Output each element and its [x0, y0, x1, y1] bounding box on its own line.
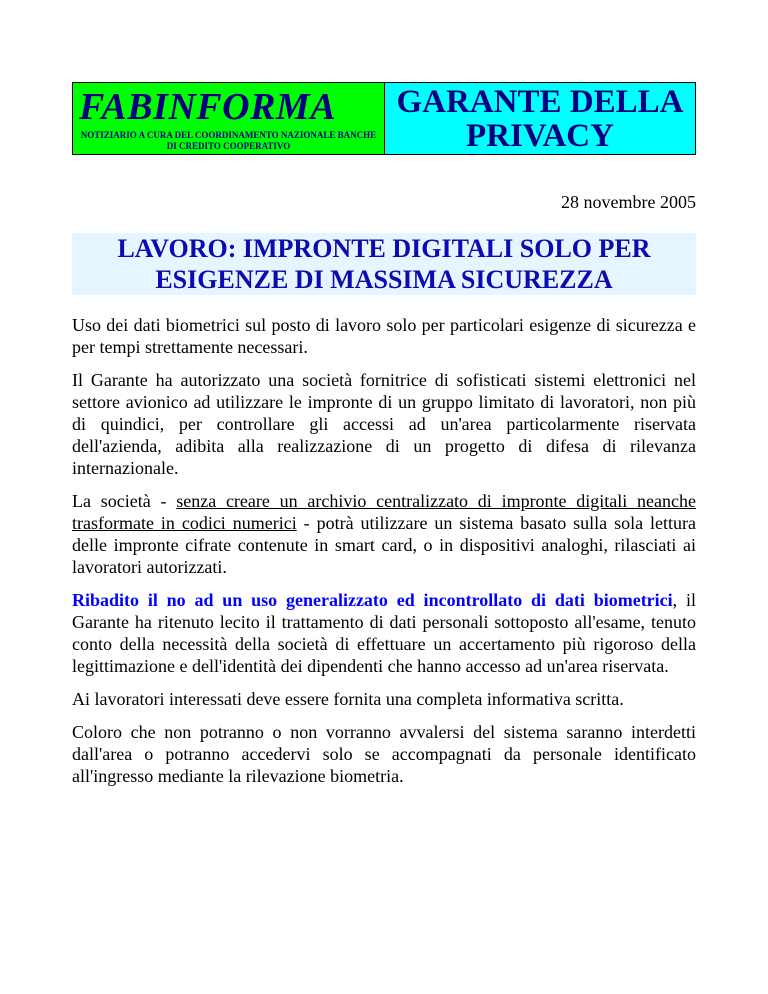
newsletter-header	[72, 82, 696, 155]
paragraph: Ai lavoratori interessati deve essere fornita una completa informativa scritta.	[72, 689, 624, 709]
article-body	[72, 314, 696, 798]
article-headline: LAVORO: IMPRONTE DIGITALI SOLO PER ESIGENZE DI MASSIMA SICUREZZA	[72, 233, 696, 295]
brand-subtitle: NOTIZIARIO A CURA DEL COORDINAMENTO NAZIONALE BANCHE DI CREDITO COOPERATIVO	[80, 130, 377, 151]
topic-title: GARANTE DELLA PRIVACY	[396, 83, 684, 154]
paragraph: Coloro che non potranno o non vorranno avvalersi del sistema saranno interdetti dall'area o potranno accedervi solo se accompagnati da personale identificato all'ingresso mediante la rilevazione biometria.	[72, 722, 696, 786]
paragraph-text: - potrà utilizzare un sistema basato sulla sola lettura delle impronte cifrate contenute in smart card, o in dispositivi analoghi, rilasciati ai lavoratori autorizzati.	[72, 513, 696, 577]
paragraph-text: La società -	[72, 491, 177, 511]
paragraph	[72, 589, 696, 677]
topic-box	[385, 83, 695, 154]
brand-title: FABINFORMA	[79, 86, 337, 128]
paragraph: Il Garante ha autorizzato una società fornitrice di sofisticati sistemi elettronici nel settore avionico ad utilizzare le impronte di un gruppo limitato di lavoratori, non più di quindici, per controllare gli accessi ad un'area particolarmente riservata dell'azienda, adibita alla realizzazione di un progetto di difesa di rilevanza internazionale.	[72, 370, 696, 478]
paragraph	[72, 490, 696, 578]
brand-box	[73, 83, 385, 154]
underlined-text: senza creare un archivio centralizzato di impronte digitali neanche trasformate in codici numerici	[72, 491, 697, 533]
paragraph: Uso dei dati biometrici sul posto di lavoro solo per particolari esigenze di sicurezza e per tempi strettamente necessari.	[72, 315, 696, 357]
emphasis-text: Ribadito il no ad un uso generalizzato ed incontrollato di dati biometrici	[72, 590, 673, 610]
paragraph-text: , il Garante ha ritenuto lecito il trattamento di dati personali sottoposto all'esame, tenuto conto della necessità della società di effettuare un accertamento più rigoroso della legittimazione e dell'identità dei dipendenti che hanno accesso ad un'area riservata.	[72, 590, 696, 676]
publication-date: 28 novembre 2005	[561, 192, 696, 212]
